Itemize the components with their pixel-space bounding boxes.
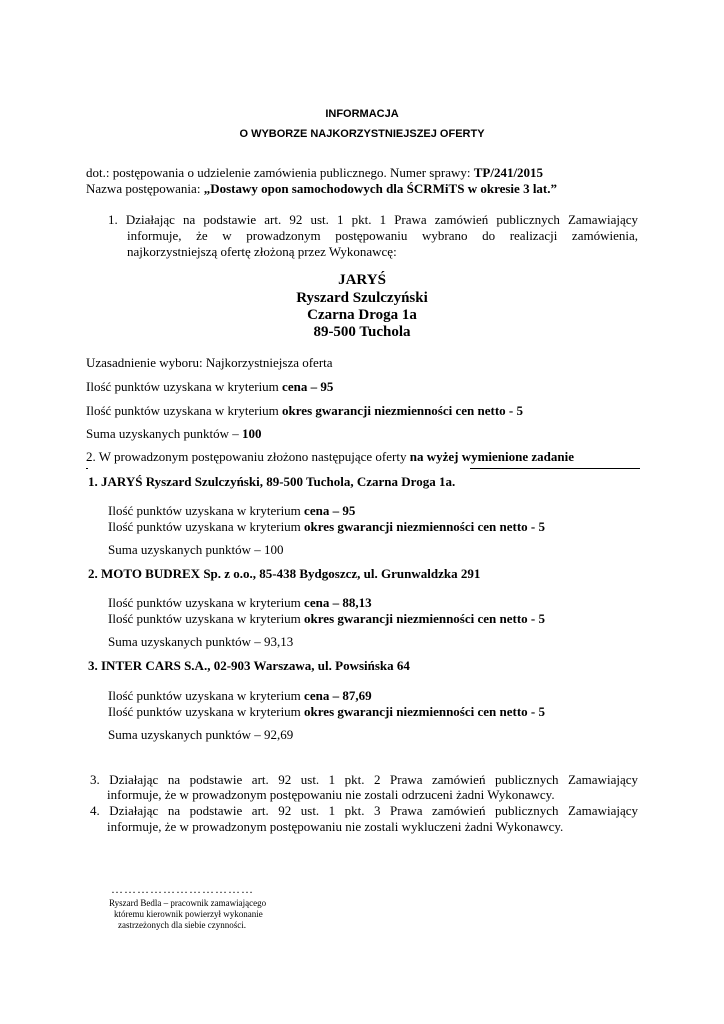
divider-left-tick bbox=[86, 468, 88, 469]
case-number: TP/241/2015 bbox=[473, 165, 544, 180]
offer-1-warranty-points: Ilość punktów uzyskana w kryterium okres gwarancji niezmienności cen netto - 5 bbox=[108, 519, 545, 534]
winner-warranty-points: Ilość punktów uzyskana w kryterium okres gwarancji niezmienności cen netto - 5 bbox=[86, 403, 523, 418]
document-title: INFORMACJA bbox=[325, 108, 399, 120]
offer-2-title: 2. MOTO BUDREX Sp. z o.o., 85-438 Bydgoszcz, ul. Grunwaldzka 291 bbox=[88, 566, 481, 581]
point-1-line-2: informuje, że w prowadzonym postępowaniu wybrano do realizacji zamówienia, bbox=[127, 228, 638, 243]
divider-line bbox=[470, 468, 640, 469]
case-reference: dot.: postępowania o udzielenie zamówienia publicznego. Numer sprawy: TP/241/2015 bbox=[86, 165, 544, 180]
offer-3-warranty-points: Ilość punktów uzyskana w kryterium okres gwarancji niezmienności cen netto - 5 bbox=[108, 704, 545, 719]
point-4-line-1: 4. Działając na podstawie art. 92 ust. 1 pkt. 3 Prawa zamówień publicznych Zamawiający bbox=[90, 803, 638, 818]
offer-3-total: Suma uzyskanych punktów – 92,69 bbox=[108, 727, 294, 742]
procedure-name: Nazwa postępowania: „Dostawy opon samochodowych dla ŚCRMiTS w okresie 3 lat.” bbox=[86, 181, 558, 196]
winner-price-points: Ilość punktów uzyskana w kryterium cena – 95 bbox=[86, 379, 334, 394]
point-4-line-2: informuje, że w prowadzonym postępowaniu nie zostali wykluczeni żadni Wykonawcy. bbox=[107, 819, 564, 834]
point-3-line-2: informuje, że w prowadzonym postępowaniu nie zostali odrzuceni żadni Wykonawcy. bbox=[107, 787, 555, 802]
offer-2-warranty-points: Ilość punktów uzyskana w kryterium okres gwarancji niezmienności cen netto - 5 bbox=[108, 611, 545, 626]
offer-2-total: Suma uzyskanych punktów – 93,13 bbox=[108, 634, 294, 649]
offer-3-price-points: Ilość punktów uzyskana w kryterium cena – 87,69 bbox=[108, 688, 372, 703]
winner-city: 89-500 Tuchola bbox=[313, 324, 411, 340]
offer-1-total: Suma uzyskanych punktów – 100 bbox=[108, 542, 284, 557]
winner-owner: Ryszard Szulczyński bbox=[296, 290, 428, 306]
procedure-name-value: „Dostawy opon samochodowych dla ŚCRMiTS w okresie 3 lat.” bbox=[203, 181, 558, 196]
offer-1-price-points: Ilość punktów uzyskana w kryterium cena – 95 bbox=[108, 503, 356, 518]
signature-line-2: któremu kierownik powierzył wykonanie bbox=[114, 909, 263, 919]
point-1-line-1: 1. Działając na podstawie art. 92 ust. 1 pkt. 1 Prawa zamówień publicznych Zamawiający bbox=[108, 212, 638, 227]
signature-line-1: Ryszard Bedla – pracownik zamawiającego bbox=[109, 898, 267, 908]
document-subtitle: O WYBORZE NAJKORZYSTNIEJSZEJ OFERTY bbox=[239, 128, 485, 140]
offer-1-title: 1. JARYŚ Ryszard Szulczyński, 89-500 Tuchola, Czarna Droga 1a. bbox=[88, 474, 456, 489]
selection-reason: Uzasadnienie wyboru: Najkorzystniejsza oferta bbox=[86, 355, 333, 370]
winner-street: Czarna Droga 1a bbox=[307, 307, 417, 323]
signature-line-3: zastrzeżonych dla siebie czynności. bbox=[118, 920, 246, 930]
point-3-line-1: 3. Działając na podstawie art. 92 ust. 1 pkt. 2 Prawa zamówień publicznych Zamawiający bbox=[90, 772, 638, 787]
point-1-line-3: najkorzystniejszą ofertę złożoną przez Wykonawcę: bbox=[127, 244, 397, 259]
winner-name: JARYŚ bbox=[338, 272, 386, 288]
signature-dots: …………………………… bbox=[111, 882, 254, 896]
offer-3-title: 3. INTER CARS S.A., 02-903 Warszawa, ul. Powsińska 64 bbox=[88, 658, 410, 673]
point-2: 2. W prowadzonym postępowaniu złożono następujące oferty na wyżej wymienione zadanie bbox=[86, 449, 575, 464]
offer-2-price-points: Ilość punktów uzyskana w kryterium cena – 88,13 bbox=[108, 595, 372, 610]
winner-total-points: Suma uzyskanych punktów – 100 bbox=[86, 426, 262, 441]
